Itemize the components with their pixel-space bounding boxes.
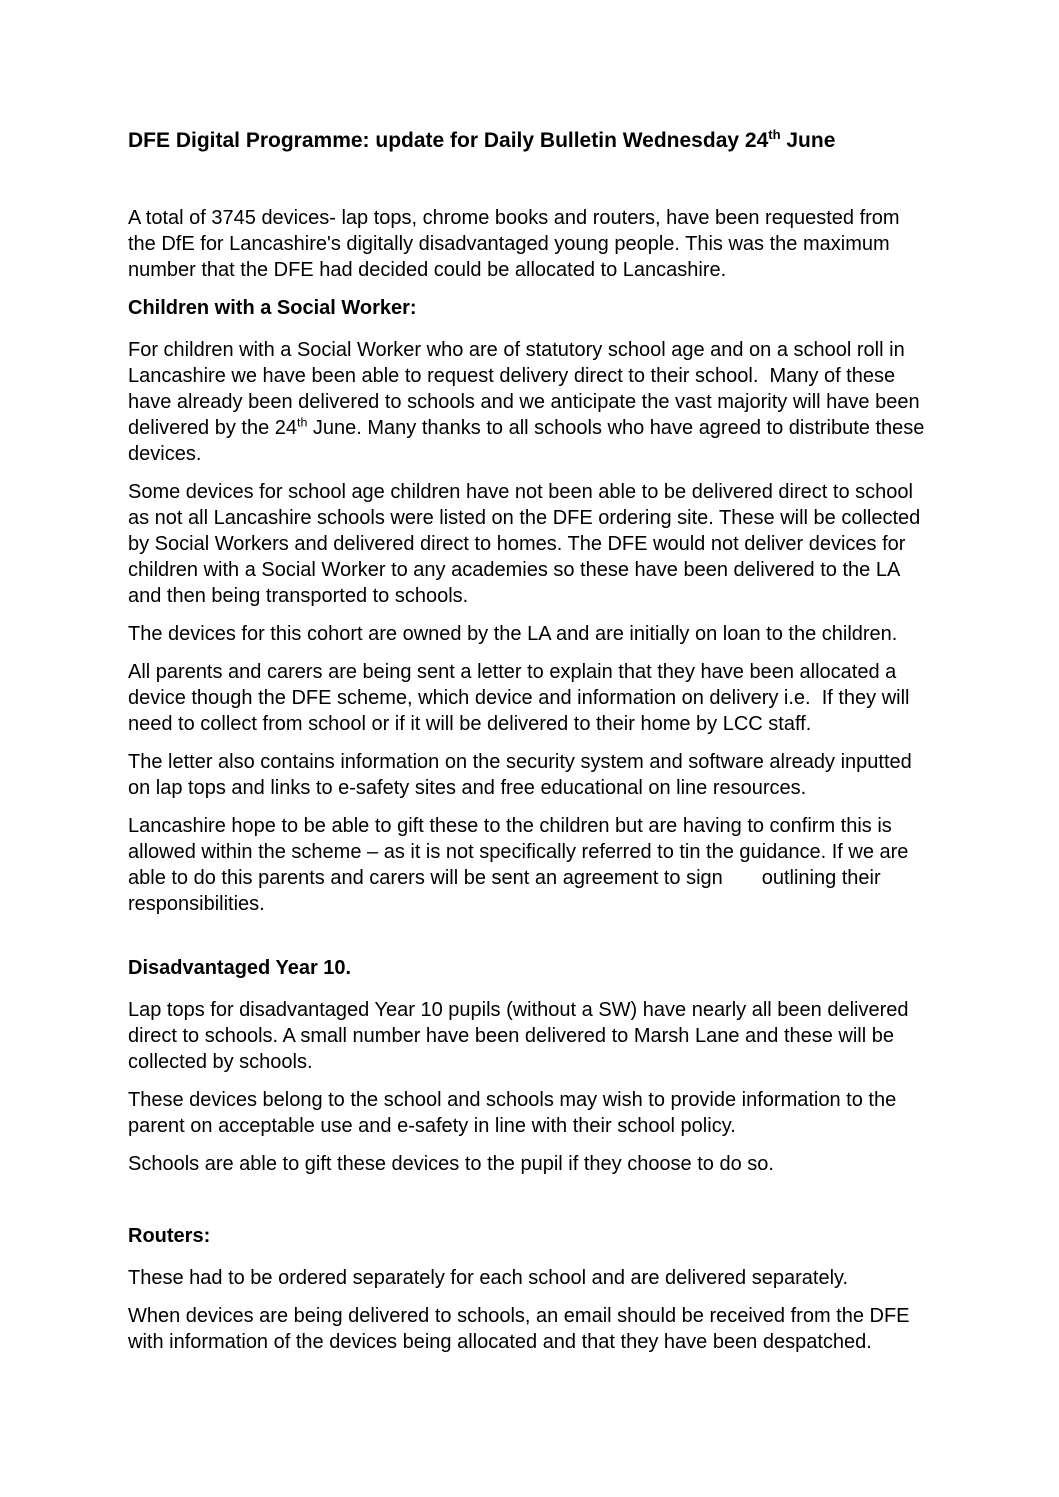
paragraph: These devices belong to the school and schools may wish to provide information to the parent on acceptable use and e-safety in line with their school policy. xyxy=(128,1089,902,1137)
section-heading-children-with-social-worker: Children with a Social Worker: xyxy=(128,297,417,319)
intro-paragraph: A total of 3745 devices- lap tops, chrome books and routers, have been requested from the DfE for Lancashire's digitally disadvantaged young people. This was the maximum number that the DFE had decided could be allocated to Lancashire. xyxy=(128,207,906,281)
title-superscript-ordinal: th xyxy=(768,127,781,142)
section-heading-disadvantaged-year-10: Disadvantaged Year 10. xyxy=(128,957,352,979)
title-text-run: June xyxy=(780,129,836,152)
paragraph xyxy=(128,337,931,467)
title-text-run: DFE Digital Programme: update for Daily Bulletin Wednesday 24 xyxy=(128,129,769,152)
paragraph: The devices for this cohort are owned by the LA and are initially on loan to the children. xyxy=(128,623,898,645)
paragraph-text-run: June. Many thanks to all schools who have agreed to distribute these devices. xyxy=(128,417,930,465)
paragraph: Lap tops for disadvantaged Year 10 pupils (without a SW) have nearly all been delivered direct to schools. A small number have been delivered to Marsh Lane and these will be collected by schools. xyxy=(128,999,915,1073)
paragraph-text-run: For children with a Social Worker who are of statutory school age and on a school roll in Lancashire we have been able to request delivery direct to their school. Many of these have already been delivered to schools and we anticipate the vast majority will have been delivered by the 24 xyxy=(128,339,926,439)
paragraph: When devices are being delivered to schools, an email should be received from the DFE with information of the devices being allocated and that they have been despatched. xyxy=(128,1305,916,1353)
section-heading-routers: Routers: xyxy=(128,1225,211,1247)
paragraph: The letter also contains information on the security system and software already inputted on lap tops and links to e-safety sites and free educational on line resources. xyxy=(128,751,918,799)
paragraph: All parents and carers are being sent a letter to explain that they have been allocated a device though the DFE scheme, which device and information on delivery i.e. If they will need to collect from school or if it will be delivered to their home by LCC staff. xyxy=(128,661,916,735)
paragraph: Some devices for school age children have not been able to be delivered direct to school as not all Lancashire schools were listed on the DFE ordering site. These will be collected by Social Workers and delivered direct to homes. The DFE would not deliver devices for children with a Social Worker to any academies so these have been delivered to the LA and then being transported to schools. xyxy=(128,481,926,607)
paragraph-superscript-ordinal: th xyxy=(297,415,308,430)
document-title xyxy=(128,127,931,154)
paragraph: Lancashire hope to be able to gift these to the children but are having to confirm this is allowed within the scheme – as it is not specifically referred to tin the guidance. If we are able to do this parents and carers will be sent an agreement to sign outlining their responsibilities. xyxy=(128,815,914,915)
paragraph: These had to be ordered separately for each school and are delivered separately. xyxy=(128,1267,849,1289)
paragraph: Schools are able to gift these devices to the pupil if they choose to do so. xyxy=(128,1153,774,1175)
